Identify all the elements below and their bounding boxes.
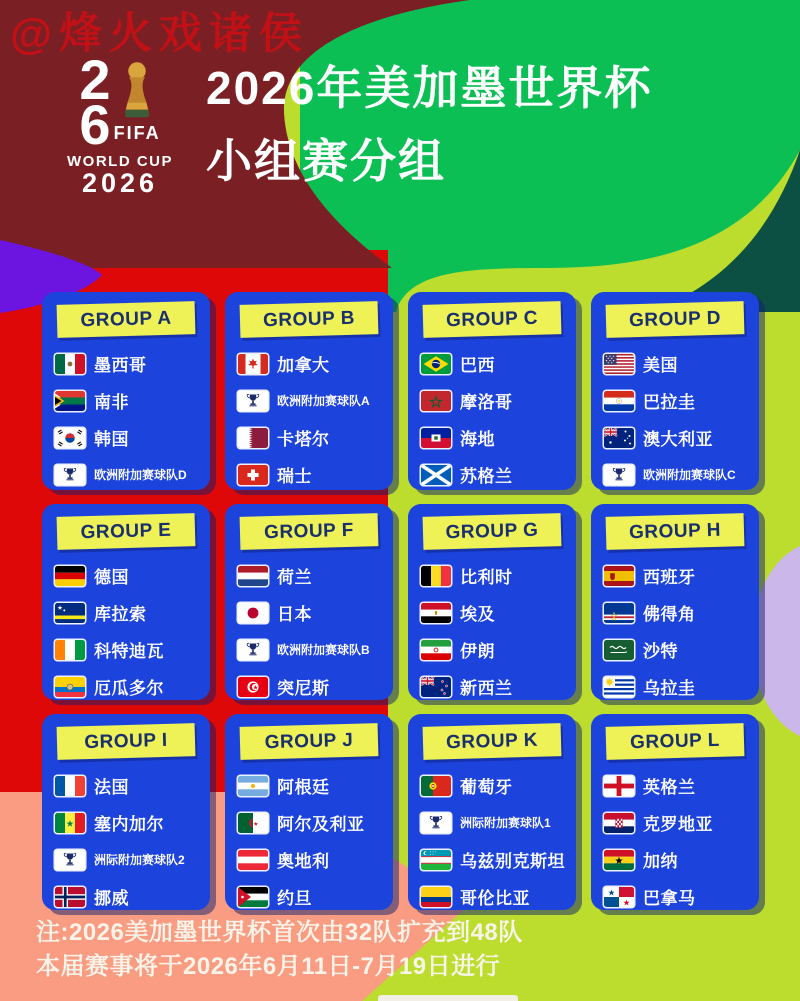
team-name: 克罗地亚 bbox=[643, 815, 713, 834]
brazil-flag-icon bbox=[421, 354, 451, 374]
playoff-flag-icon bbox=[421, 813, 451, 833]
australia-flag-icon bbox=[604, 428, 634, 448]
group-card bbox=[408, 292, 576, 490]
team-list bbox=[408, 557, 576, 705]
logo-year-text: 2026 bbox=[81, 167, 159, 198]
title-line-2: 小组赛分组 bbox=[206, 135, 446, 187]
footer-note-line-2: 本届赛事将于2026年6月11日-7月19日进行 bbox=[36, 952, 501, 980]
group-header bbox=[423, 513, 562, 550]
team-name: 乌兹别克斯坦 bbox=[460, 852, 565, 871]
group-header bbox=[606, 301, 745, 338]
japan-flag-icon bbox=[238, 603, 268, 623]
croatia-flag-icon bbox=[604, 813, 634, 833]
team-name: 约旦 bbox=[277, 889, 312, 908]
group-card bbox=[42, 504, 210, 700]
paraguay-flag-icon bbox=[604, 391, 634, 411]
team-row bbox=[604, 878, 759, 915]
team-row bbox=[238, 767, 393, 804]
group-header bbox=[423, 723, 562, 760]
team-row bbox=[238, 382, 393, 419]
group-title: GROUP F bbox=[263, 519, 355, 543]
group-card bbox=[591, 504, 759, 700]
team-row bbox=[421, 804, 576, 841]
haiti-flag-icon bbox=[421, 428, 451, 448]
team-row bbox=[421, 557, 576, 594]
team-row bbox=[604, 557, 759, 594]
algeria-flag-icon bbox=[238, 813, 268, 833]
team-name: 突尼斯 bbox=[277, 679, 330, 698]
switzerland-flag-icon bbox=[238, 465, 268, 485]
team-row bbox=[55, 631, 210, 668]
team-row bbox=[55, 878, 210, 915]
team-name: 厄瓜多尔 bbox=[94, 679, 164, 698]
team-name: 比利时 bbox=[460, 568, 513, 587]
team-name: 英格兰 bbox=[643, 778, 696, 797]
fifa-world-cup-logo bbox=[40, 48, 200, 198]
colombia-flag-icon bbox=[421, 887, 451, 907]
germany-flag-icon bbox=[55, 566, 85, 586]
uruguay-flag-icon bbox=[604, 677, 634, 697]
team-name: 荷兰 bbox=[277, 568, 312, 587]
team-row bbox=[55, 668, 210, 705]
team-row bbox=[238, 668, 393, 705]
team-name: 埃及 bbox=[460, 605, 495, 624]
team-name: 塞内加尔 bbox=[94, 815, 164, 834]
ecuador-flag-icon bbox=[55, 677, 85, 697]
argentina-flag-icon bbox=[238, 776, 268, 796]
group-header bbox=[423, 301, 562, 338]
team-name: 乌拉圭 bbox=[643, 679, 696, 698]
group-card bbox=[42, 714, 210, 910]
group-card bbox=[591, 714, 759, 910]
logo-worldcup-text: WORLD CUP bbox=[67, 152, 173, 170]
team-name: 苏格兰 bbox=[460, 467, 513, 486]
team-row bbox=[238, 878, 393, 915]
team-row bbox=[604, 804, 759, 841]
team-name: 美国 bbox=[643, 356, 678, 375]
team-row bbox=[421, 594, 576, 631]
team-name: 沙特 bbox=[643, 642, 678, 661]
team-name: 奥地利 bbox=[277, 852, 330, 871]
team-row bbox=[55, 594, 210, 631]
belgium-flag-icon bbox=[421, 566, 451, 586]
mexico-flag-icon bbox=[55, 354, 85, 374]
logo-26-digits bbox=[79, 48, 111, 156]
team-name: 墨西哥 bbox=[94, 356, 147, 375]
team-name: 洲际附加赛球队2 bbox=[94, 853, 185, 867]
logo-fifa-text: FIFA bbox=[113, 123, 161, 143]
group-card bbox=[42, 292, 210, 490]
team-row bbox=[55, 804, 210, 841]
team-row bbox=[604, 767, 759, 804]
team-name: 巴拿马 bbox=[643, 889, 696, 908]
cape-verde-flag-icon bbox=[604, 603, 634, 623]
team-name: 南非 bbox=[94, 393, 129, 412]
team-list bbox=[408, 345, 576, 493]
footer-note-line-1: 注:2026美加墨世界杯首次由32队扩充到48队 bbox=[36, 919, 523, 946]
team-name: 新西兰 bbox=[460, 679, 513, 698]
group-title: GROUP J bbox=[264, 729, 354, 753]
group-title: GROUP E bbox=[80, 519, 172, 543]
team-name: 洲际附加赛球队1 bbox=[460, 816, 551, 830]
team-row bbox=[238, 631, 393, 668]
team-name: 卡塔尔 bbox=[277, 430, 330, 449]
team-name: 佛得角 bbox=[643, 605, 696, 624]
group-header bbox=[606, 723, 745, 760]
logo-digit-2: 2 bbox=[79, 48, 111, 111]
group-header bbox=[240, 513, 379, 550]
group-header bbox=[240, 723, 379, 760]
portugal-flag-icon bbox=[421, 776, 451, 796]
group-header bbox=[240, 301, 379, 338]
netherlands-flag-icon bbox=[238, 566, 268, 586]
saudi-flag-icon bbox=[604, 640, 634, 660]
group-header bbox=[606, 513, 745, 550]
group-card bbox=[225, 714, 393, 910]
curacao-flag-icon bbox=[55, 603, 85, 623]
team-name: 欧洲附加赛球队A bbox=[277, 394, 370, 408]
team-row bbox=[421, 668, 576, 705]
team-list bbox=[591, 557, 759, 705]
group-title: GROUP A bbox=[80, 307, 172, 331]
south-korea-flag-icon bbox=[55, 428, 85, 448]
iran-flag-icon bbox=[421, 640, 451, 660]
team-row bbox=[238, 345, 393, 382]
team-name: 加拿大 bbox=[277, 356, 330, 375]
team-row bbox=[421, 345, 576, 382]
group-title: GROUP I bbox=[84, 729, 168, 753]
team-name: 阿根廷 bbox=[277, 778, 330, 797]
group-header bbox=[57, 513, 196, 550]
team-list bbox=[225, 345, 393, 493]
team-name: 海地 bbox=[460, 430, 495, 449]
norway-flag-icon bbox=[55, 887, 85, 907]
group-card bbox=[408, 504, 576, 700]
team-name: 欧洲附加赛球队B bbox=[277, 643, 370, 657]
logo-26-mark bbox=[40, 48, 200, 156]
playoff-flag-icon bbox=[55, 465, 85, 485]
team-list bbox=[225, 557, 393, 705]
team-row bbox=[421, 878, 576, 915]
team-row bbox=[604, 668, 759, 705]
team-name: 巴西 bbox=[460, 356, 495, 375]
spain-flag-icon bbox=[604, 566, 634, 586]
group-title: GROUP B bbox=[262, 307, 356, 331]
team-row bbox=[238, 804, 393, 841]
team-row bbox=[604, 594, 759, 631]
team-name: 欧洲附加赛球队C bbox=[643, 468, 736, 482]
group-title: GROUP C bbox=[445, 307, 539, 331]
playoff-flag-icon bbox=[238, 640, 268, 660]
team-name: 库拉索 bbox=[94, 605, 147, 624]
world-cup-trophy-icon bbox=[122, 60, 152, 122]
group-title: GROUP G bbox=[445, 519, 539, 543]
tunisia-flag-icon bbox=[238, 677, 268, 697]
team-name: 挪威 bbox=[94, 889, 129, 908]
team-row bbox=[238, 557, 393, 594]
footer-note bbox=[36, 916, 523, 983]
team-name: 摩洛哥 bbox=[460, 393, 513, 412]
new-zealand-flag-icon bbox=[421, 677, 451, 697]
playoff-flag-icon bbox=[604, 465, 634, 485]
team-name: 瑞士 bbox=[277, 467, 312, 486]
team-row bbox=[55, 767, 210, 804]
team-row bbox=[604, 419, 759, 456]
group-title: GROUP D bbox=[628, 307, 722, 331]
jordan-flag-icon bbox=[238, 887, 268, 907]
team-list bbox=[42, 767, 210, 915]
team-row bbox=[55, 557, 210, 594]
uzbekistan-flag-icon bbox=[421, 850, 451, 870]
austria-flag-icon bbox=[238, 850, 268, 870]
team-name: 科特迪瓦 bbox=[94, 642, 164, 661]
usa-flag-icon bbox=[604, 354, 634, 374]
team-name: 西班牙 bbox=[643, 568, 696, 587]
group-card bbox=[225, 504, 393, 700]
panama-flag-icon bbox=[604, 887, 634, 907]
team-name: 伊朗 bbox=[460, 642, 495, 661]
team-name: 哥伦比亚 bbox=[460, 889, 530, 908]
france-flag-icon bbox=[55, 776, 85, 796]
team-row bbox=[238, 841, 393, 878]
team-name: 德国 bbox=[94, 568, 129, 587]
team-name: 澳大利亚 bbox=[643, 430, 713, 449]
team-name: 巴拉圭 bbox=[643, 393, 696, 412]
scotland-flag-icon bbox=[421, 465, 451, 485]
team-row bbox=[604, 841, 759, 878]
team-row bbox=[238, 594, 393, 631]
team-row bbox=[238, 419, 393, 456]
group-title: GROUP K bbox=[445, 729, 539, 753]
team-list bbox=[591, 345, 759, 493]
team-name: 韩国 bbox=[94, 430, 129, 449]
team-list bbox=[225, 767, 393, 915]
team-row bbox=[604, 631, 759, 668]
team-list bbox=[42, 345, 210, 493]
team-list bbox=[408, 767, 576, 915]
team-row bbox=[421, 382, 576, 419]
poster-title bbox=[206, 52, 652, 191]
team-row bbox=[55, 382, 210, 419]
title-line-1: 2026年美加墨世界杯 bbox=[206, 62, 653, 114]
group-card bbox=[591, 292, 759, 490]
playoff-flag-icon bbox=[55, 850, 85, 870]
groups-grid bbox=[42, 292, 759, 910]
canada-flag-icon bbox=[238, 354, 268, 374]
ivory-coast-flag-icon bbox=[55, 640, 85, 660]
team-row bbox=[55, 419, 210, 456]
team-row bbox=[55, 345, 210, 382]
group-header bbox=[57, 301, 196, 338]
team-name: 欧洲附加赛球队D bbox=[94, 468, 187, 482]
team-name: 法国 bbox=[94, 778, 129, 797]
group-title: GROUP H bbox=[628, 519, 722, 543]
team-name: 加纳 bbox=[643, 852, 678, 871]
ghana-flag-icon bbox=[604, 850, 634, 870]
england-flag-icon bbox=[604, 776, 634, 796]
logo-digit-6: 6 bbox=[79, 92, 111, 156]
team-list bbox=[42, 557, 210, 705]
senegal-flag-icon bbox=[55, 813, 85, 833]
group-header bbox=[57, 723, 196, 760]
south-africa-flag-icon bbox=[55, 391, 85, 411]
team-row bbox=[421, 456, 576, 493]
team-name: 阿尔及利亚 bbox=[277, 815, 365, 834]
group-title: GROUP L bbox=[629, 729, 721, 753]
watermark-text: @烽火戏诸侯 bbox=[10, 10, 309, 58]
team-row bbox=[55, 456, 210, 493]
team-name: 日本 bbox=[277, 605, 312, 624]
team-row bbox=[421, 419, 576, 456]
team-row bbox=[421, 767, 576, 804]
team-row bbox=[604, 345, 759, 382]
egypt-flag-icon bbox=[421, 603, 451, 623]
team-row bbox=[604, 456, 759, 493]
team-row bbox=[604, 382, 759, 419]
team-row bbox=[421, 631, 576, 668]
morocco-flag-icon bbox=[421, 391, 451, 411]
team-row bbox=[55, 841, 210, 878]
group-card bbox=[225, 292, 393, 490]
playoff-flag-icon bbox=[238, 391, 268, 411]
team-name: 葡萄牙 bbox=[460, 778, 513, 797]
qatar-flag-icon bbox=[238, 428, 268, 448]
team-row bbox=[421, 841, 576, 878]
team-row bbox=[238, 456, 393, 493]
group-card bbox=[408, 714, 576, 910]
logo-trophy-column bbox=[114, 58, 161, 144]
team-list bbox=[591, 767, 759, 915]
